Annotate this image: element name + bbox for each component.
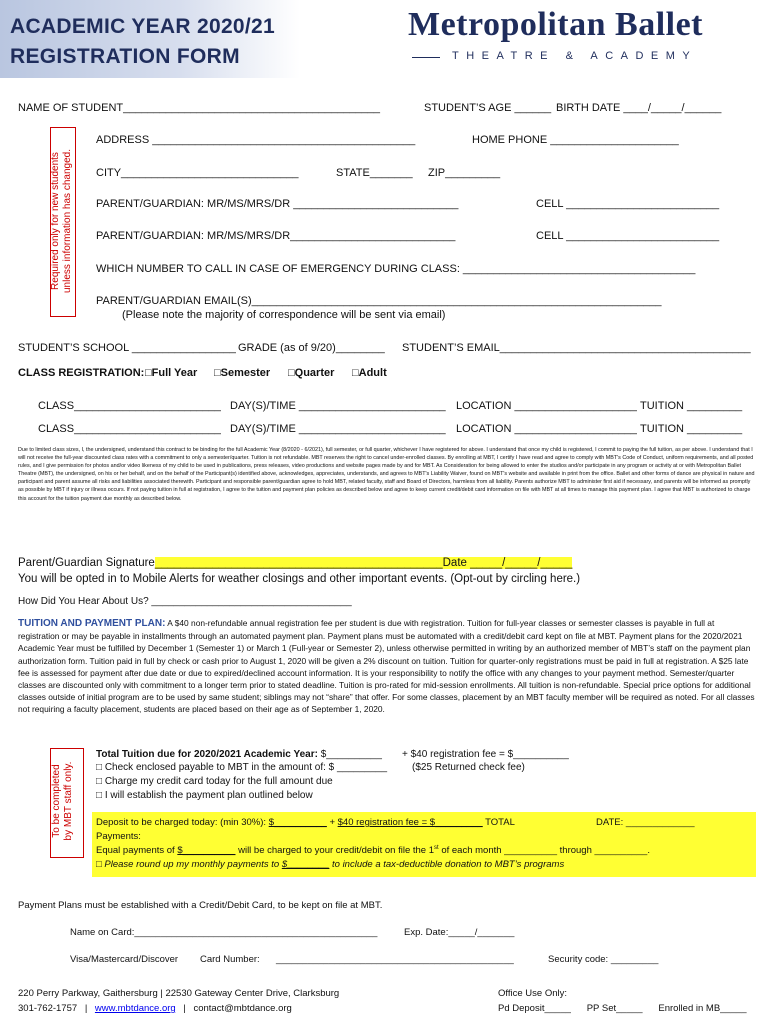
deposit-plus: + [326,817,338,828]
total-tuition-label: Total Tuition due for 2020/2021 Academic Year: [96,749,318,760]
round-up-text: to include a tax-deductible donation to MBT’s programs [329,859,565,870]
payments-label: Payments: [96,831,141,842]
new-student-note [50,126,74,316]
emergency-number-field[interactable]: WHICH NUMBER TO CALL IN CASE OF EMERGENCY DURING CLASS: ______________________________________ [96,263,696,275]
footer-separator-1: | [84,1003,88,1014]
staff-only-line-2: by MBT staff only. [63,761,74,841]
signature-date[interactable]: Date _____/_____/_____ [442,557,573,569]
parent-2-field[interactable]: PARENT/GUARDIAN: MR/MS/MRS/DR___________________________ [96,230,456,242]
round-up-field[interactable]: $________ [281,859,330,870]
payment-months-field[interactable]: of each month __________ through __________. [438,845,650,857]
mobile-alerts-note: You will be opted in to Mobile Alerts for weather closings and other important events. (Opt-out by circling here.) [18,573,581,585]
card-number-label: Card Number: [200,954,260,965]
form-title [10,12,275,72]
signature-label: Parent/Guardian Signature [18,557,155,569]
state-field[interactable]: STATE_______ [336,167,413,179]
round-up-option[interactable] [96,859,564,870]
total-tuition-field[interactable]: $__________ [320,749,382,760]
deposit-fee-label: $40 registration fee = $ [337,817,436,828]
signature-line[interactable]: _____________________________________________ [154,557,443,569]
check-enclosed-option[interactable]: □ Check enclosed payable to MBT in the amount of: $ _________ [96,762,388,773]
tuition-text: A $40 non-refundable annual registration fee per student is due with registration. Tuition for full-year classes or semester classes is payable in full at registration or may be payable in installments through an automated payment plan. Payment plans must be automated with a credit/debit card kept on file at MBT. Payment plans for the 2020/2021 Academic Year must be fulfilled by December 1 (Semester 1) or March 1 (Full-year or Semester 2), unless otherwise permitted in writing by an authorized member of MBT’s staff on the payment plan authorization form. Tuition paid in full by check or cash prior to August 1, 2020 will be given a 2% discount on tuition. Tuition for quarter-only registrations must be paid in full at registration. A $25 late fee is assessed for payment after due date or due to expired/declined account information. It is your responsibility to notify the office with any changes to your payment method. Semester/quarter classes are discounted only with commitment to a longer term prior to stated deadline. Tuition is pro-rated for mid-session enrollments. All tuition is non-refundable. Special price options for additional classes outside of initial program are to be used by same student; siblings may not “share” that offer. For some classes, placement by an MBT faculty member will be required as noted. For all classes not requiring a faculty placement, students are placed based on their age as of September 1, 2020. [18,618,755,715]
new-student-note-line-1: Required only for new students [50,152,61,290]
deposit-date-field[interactable]: DATE: _____________ [596,817,695,828]
class-1-days-field[interactable]: DAY(S)/TIME ________________________ [230,400,446,412]
logo-text: Metropolitan Ballet [408,6,703,43]
class-registration-label: CLASS REGISTRATION: [18,367,145,379]
deposit-amount-field[interactable]: $__________ [268,817,327,828]
zip-field[interactable]: ZIP_________ [428,167,501,179]
footer-contact [18,1003,292,1014]
footer-address: 220 Perry Parkway, Gaithersburg | 22530 Gateway Center Drive, Clarksburg [18,988,340,999]
option-semester[interactable]: □Semester [214,367,271,379]
exp-date-field[interactable]: Exp. Date:_____/_______ [404,927,515,938]
footer-phone: 301-762-1757 [18,1003,78,1014]
grade-field[interactable]: GRADE (as of 9/20)________ [238,342,385,354]
security-code-field[interactable]: Security code: _________ [548,954,659,965]
equal-payments-field[interactable]: $__________ [177,845,236,857]
equal-payments-text: will be charged to your credit/debit on file the 1 [235,845,435,857]
new-student-note-line-2: unless information has changed. [62,149,73,293]
deposit-total-label: TOTAL [482,817,515,828]
option-quarter[interactable]: □Quarter [288,367,335,379]
class-1-location-field[interactable]: LOCATION ____________________ [456,400,637,412]
name-on-card-field[interactable]: Name on Card:______________________________________________ [70,927,378,938]
birth-date-field[interactable]: BIRTH DATE ____/_____/______ [556,102,722,114]
first-superscript: st [434,845,439,851]
logo-subtitle: THEATRE & ACADEMY [452,50,698,62]
footer-separator-2: | [183,1003,186,1014]
equal-payments-label: Equal payments of [96,845,178,857]
card-note: Payment Plans must be established with a Credit/Debit Card, to be kept on file at MBT. [18,900,383,911]
office-use-fields: Pd Deposit_____ PP Set_____ Enrolled in MB_____ [498,1003,747,1014]
class-2-location-field[interactable]: LOCATION ____________________ [456,423,637,435]
signature-row [18,557,572,569]
parent-1-field[interactable]: PARENT/GUARDIAN: MR/MS/MRS/DR ___________________________ [96,198,459,210]
payment-plan-option[interactable]: □ I will establish the payment plan outlined below [96,790,313,801]
card-number-field[interactable]: _____________________________________________ [276,954,514,965]
option-adult[interactable]: □Adult [352,367,387,379]
tuition-policy [18,617,758,716]
card-type-label: Visa/Mastercard/Discover [70,954,179,965]
charge-card-option[interactable]: □ Charge my credit card today for the full amount due [96,776,333,787]
class-2-tuition-field[interactable]: TUITION _________ [640,423,743,435]
address-field[interactable]: ADDRESS ___________________________________________ [96,134,416,146]
total-tuition-row [96,749,382,760]
cell-1-field[interactable]: CELL _________________________ [536,198,720,210]
option-full-year[interactable]: □Full Year [145,367,198,379]
email-note: (Please note the majority of correspondence will be sent via email) [122,309,446,321]
footer-email[interactable]: contact@mbtdance.org [193,1003,292,1014]
agreement-text: Due to limited class sizes, I, the undersigned, understand this contract to be binding for the full Academic Year (8/2020 - 6/2021), full semester, or full quarter, whichever I have registered for above. I understand that once my child is registered, I commit to paying the full tuition, as per above. I understand that I will not receive the full-year discounted class rates with a commitment to only a semester/quarter. Tuition is not refundable. MBT reserves the right to cancel under-enrolled classes. By enrolling at MBT, I certify I have read and agree to comply with MBT's Code of Conduct, uniform requirements, and all posted rules, and I give permission for photos and/or video likeness of my child to be used in publications, press releases, video productions and website pages made by and for MBT. As Consideration for being allowed to enter the studios and/or participate in any program or activity at or with Metropolitan Ballet Theatre (MBT), the undersigned, on his or her behalf, and on the behalf of the Participant(s) identified above, acknowledges, appreciates, understands, and agrees to MBT's Liability Waiver, found on MBT's website and available in print from the office. Ballet and other forms of dance are physical in nature and participant and parent assume all risks and liabilities associated therewith. Participant and responsible parent/guardian agree to hold MBT, related faculty, staff and Board of Directors, harmless from all liability. Parents authorize MBT to administer first aid if necessary, and parents will be informed as promptly as possible by MBT if injury or illness occurs. If not paying tuition in full at registration, I agree to the tuition and payment plan policies as described below and agree to keep current credit/debit card information on file with MBT at all times to manage this payment plan. I agree that MBT is authorized to charge this account for the tuition payment due monthly as described below. [18,447,755,502]
deposit-label: Deposit to be charged today: (min 30%): [96,817,269,828]
logo-rule [412,57,440,58]
city-field[interactable]: CITY_____________________________ [96,167,299,179]
title-line-1: ACADEMIC YEAR 2020/21 [10,15,276,38]
student-name-field[interactable]: NAME OF STUDENT__________________________________________ [18,102,381,114]
title-line-2: REGISTRATION FORM [10,45,240,68]
equal-payments-row [96,845,650,856]
deposit-row [96,817,515,828]
student-email-field[interactable]: STUDENT’S EMAIL_________________________________________ [402,342,751,354]
tuition-heading: TUITION AND PAYMENT PLAN: [18,618,166,629]
registration-fee-field[interactable]: + $40 registration fee = $__________ [402,749,569,760]
deposit-total-field[interactable]: _________ [435,817,483,828]
class-1-tuition-field[interactable]: TUITION _________ [640,400,743,412]
staff-only-note [51,747,81,855]
how-heard-field[interactable]: How Did You Hear About Us? ____________________________________ [18,596,352,607]
cell-2-field[interactable]: CELL _________________________ [536,230,720,242]
parent-email-field[interactable]: PARENT/GUARDIAN EMAIL(S)___________________________________________________________________ [96,295,662,307]
returned-check-note: ($25 Returned check fee) [412,762,525,773]
class-2-days-field[interactable]: DAY(S)/TIME ________________________ [230,423,446,435]
office-use-label: Office Use Only: [498,988,567,999]
round-up-label: □ Please round up my monthly payments to [96,859,282,870]
home-phone-field[interactable]: HOME PHONE _____________________ [472,134,679,146]
student-school-field[interactable]: STUDENT’S SCHOOL _________________ [18,342,236,354]
student-age-field[interactable]: STUDENT’S AGE ______ [424,102,552,114]
class-1-field[interactable]: CLASS________________________ [38,400,221,412]
staff-only-line-1: To be completed [51,764,62,838]
website-link[interactable]: www.mbtdance.org [94,1003,176,1014]
class-2-field[interactable]: CLASS________________________ [38,423,221,435]
